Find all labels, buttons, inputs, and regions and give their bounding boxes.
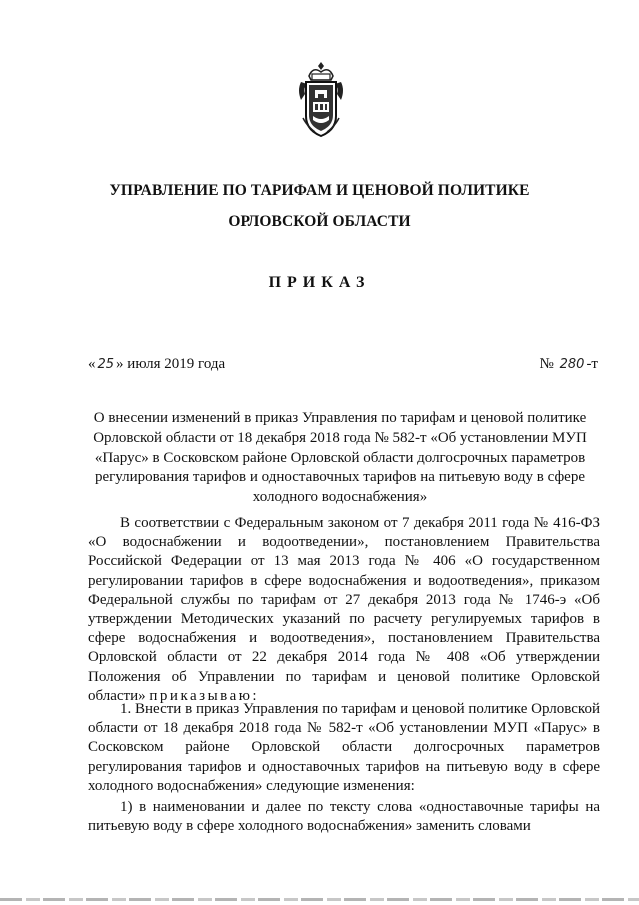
coat-of-arms-icon: [295, 60, 347, 138]
document-type-title: ПРИКАЗ: [268, 274, 371, 291]
date-month-year: » июля 2019 года: [116, 356, 226, 372]
date-open-quote: «: [88, 356, 96, 372]
item-1-text: 1. Внести в приказ Управления по тарифам и ценовой политике Орловской области от 18 декабря 2018 года № 582-т «Об установлении МУП «Парус» в Сосковском районе Орловской области долгосрочных параметров регулирования тарифов и одноставочных тарифов на питьевую воду в сфере холодного водоснабжения» следующие изменения:: [88, 701, 600, 794]
preamble-text: В соответствии с Федеральным законом от 7 декабря 2011 года № 416-ФЗ «О водоснабжении и водоотведении», постановлением Правительства Российской Федерации от 13 мая 2013 года № 406 «О государственном регулировании тарифов в сфере водоснабжения и водоотведения», приказом Федеральной службы по тарифам от 27 декабря 2013 года № 1746-э «Об утверждении Методических указаний по расчету регулируемых тарифов в сфере водоснабжения и водоотведения», постановлением Правительства Орловской области от 22 декабря 2014 года № 408 «Об утверждении Положения об Управлении по тарифам и ценовой политике Орловской области»: [88, 515, 600, 704]
organization-name-line2: ОРЛОВСКОЙ ОБЛАСТИ: [228, 213, 411, 230]
number-suffix: -т: [586, 356, 598, 372]
number-sign: №: [539, 356, 554, 372]
item-1-paragraph: [88, 700, 600, 796]
handwritten-day: 25: [97, 357, 115, 372]
preamble-paragraph: [88, 514, 600, 706]
order-date: [88, 356, 225, 373]
order-verb: приказываю:: [149, 687, 260, 704]
organization-name-line1: УПРАВЛЕНИЕ ПО ТАРИФАМ И ЦЕНОВОЙ ПОЛИТИКЕ: [109, 182, 530, 199]
subitem-1-paragraph: [88, 798, 600, 836]
handwritten-number: 280: [559, 357, 585, 372]
order-number: [540, 356, 598, 373]
order-subject: О внесении изменений в приказ Управления по тарифам и ценовой политике Орловской области от 18 декабря 2018 года № 582-т «Об установлении МУП «Парус» в Сосковском районе Орловской области долгосрочных параметров регулирования тарифов и одноставочных тарифов на питьевую воду в сфере холодного водоснабжения»: [93, 410, 587, 506]
subitem-1-text: 1) в наименовании и далее по тексту слова «одноставочные тарифы на питьевую воду в сфере холодного водоснабжения» заменить словами: [88, 799, 600, 835]
scan-bottom-edge: [0, 898, 639, 901]
